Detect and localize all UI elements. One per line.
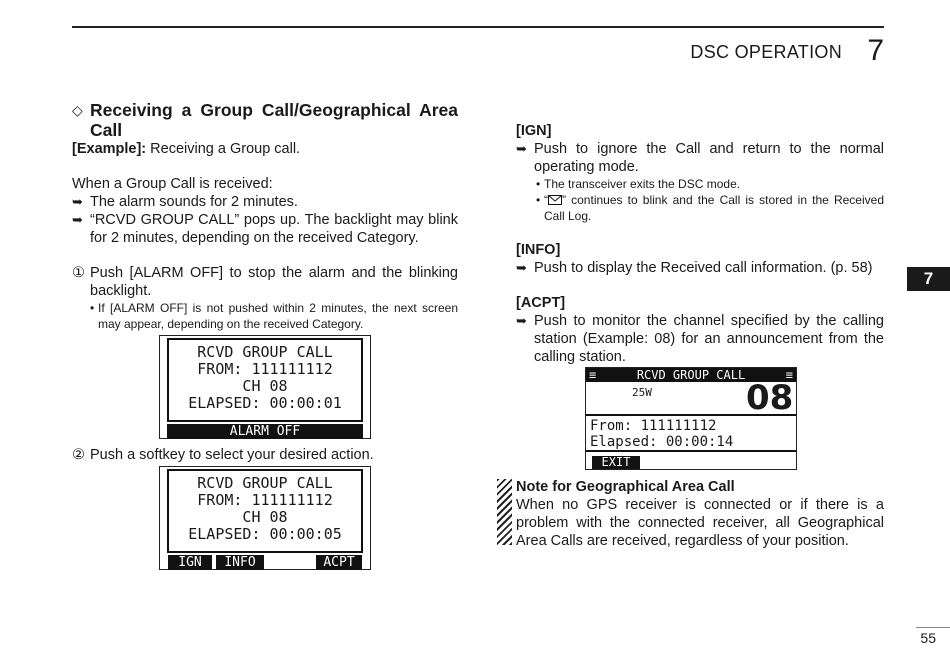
right-column <box>516 122 884 366</box>
left-column <box>72 100 458 332</box>
top-rule <box>72 26 884 28</box>
lcd-screen-alarm <box>159 335 371 439</box>
chapter-number: 7 <box>867 34 884 67</box>
lcd-info-area <box>586 414 796 452</box>
lcd-line: FROM: 111111112 <box>197 360 333 378</box>
bullet-text: The transceiver exits the DSC mode. <box>544 177 741 191</box>
lcd-from: From: 111111112 <box>590 418 717 434</box>
arrow-icon: ➥ <box>72 212 83 227</box>
note-block <box>516 478 884 550</box>
list-item <box>516 312 884 366</box>
bottom-rule <box>916 627 950 628</box>
bullet-item: • The transceiver exits the DSC mode. <box>516 176 884 192</box>
bullet-text: “ ” continues to blink and the Call is stored in the Received Call Log. <box>544 193 884 223</box>
left-column-step2 <box>72 446 458 464</box>
bullet-item: • If [ALARM OFF] is not pushed within 2 minutes, the next screen may appear, depending on the received Category. <box>90 301 458 331</box>
step-2 <box>72 446 458 464</box>
lcd-line: CH 08 <box>242 508 288 526</box>
section-title: DSC OPERATION <box>690 42 842 62</box>
step-text: Push [ALARM OFF] to stop the alarm and the blinking backlight. <box>90 265 458 299</box>
example-line <box>72 140 458 158</box>
lcd-line: RCVD GROUP CALL <box>197 343 333 361</box>
arrow-text: Push to monitor the channel specified by the calling station (Example: 08) for an announcement from the calling station. <box>534 313 884 365</box>
lcd-screen-channel <box>585 367 797 470</box>
note-hatch-mark <box>497 479 512 545</box>
arrow-icon: ➥ <box>516 141 527 156</box>
lcd-line: ELAPSED: 00:00:01 <box>188 394 342 412</box>
info-softkey[interactable]: INFO <box>216 555 264 570</box>
lcd-line: ELAPSED: 00:00:05 <box>188 525 342 543</box>
note-heading: Note for Geographical Area Call <box>516 479 735 495</box>
diamond-icon: ◇ <box>72 102 83 118</box>
arrow-icon: ➥ <box>516 313 527 328</box>
menu-icon: ≡ <box>589 368 597 382</box>
list-item <box>72 211 458 247</box>
list-item <box>516 140 884 176</box>
envelope-icon <box>548 195 562 205</box>
heading-text: Receiving a Group Call/Geographical Area Call <box>90 100 458 140</box>
power-level: 25W <box>632 386 652 399</box>
bullet-item: • “ ” continues to blink and the Call is stored in the Received Call Log. <box>536 193 884 223</box>
arrow-icon: ➥ <box>72 194 83 209</box>
arrow-icon: ➥ <box>516 260 527 275</box>
step-number: ② <box>72 447 85 463</box>
alarm-off-softkey[interactable]: ALARM OFF <box>167 424 363 439</box>
lcd-line: RCVD GROUP CALL <box>197 474 333 492</box>
acpt-softkey[interactable]: ACPT <box>316 555 362 570</box>
lcd-screen-actions <box>159 466 371 570</box>
channel-number: 08 <box>746 378 794 418</box>
exit-softkey[interactable]: EXIT <box>592 456 640 469</box>
list-item <box>72 193 458 211</box>
acpt-heading: [ACPT] <box>516 295 566 311</box>
info-heading: [INFO] <box>516 242 561 258</box>
arrow-text: The alarm sounds for 2 minutes. <box>90 194 298 210</box>
example-text: Receiving a Group call. <box>146 141 301 157</box>
lcd-line: CH 08 <box>242 377 288 395</box>
bullet-text: If [ALARM OFF] is not pushed within 2 minutes, the next screen may appear, depending on the received Category. <box>98 301 458 331</box>
lcd-line: FROM: 111111112 <box>197 491 333 509</box>
step-number: ① <box>72 265 85 281</box>
arrow-text: “RCVD GROUP CALL” pops up. The backlight may blink for 2 minutes, depending on the received Category. <box>90 212 458 246</box>
note-text: When no GPS receiver is connected or if there is a problem with the connected receiver, all Geographical Area Calls are received, regardless of your position. <box>516 497 884 549</box>
example-label: [Example]: <box>72 141 147 157</box>
step-text: Push a softkey to select your desired action. <box>90 447 374 463</box>
menu-icon: ≡ <box>785 368 793 382</box>
page-number: 55 <box>920 630 936 646</box>
list-item <box>516 259 884 277</box>
ign-softkey[interactable]: IGN <box>168 555 212 570</box>
lcd-title: RCVD GROUP CALL <box>636 368 746 382</box>
step-1 <box>72 264 458 300</box>
arrow-text: Push to ignore the Call and return to the normal operating mode. <box>534 141 884 175</box>
chapter-tab: 7 <box>907 267 950 291</box>
section-heading <box>72 100 458 140</box>
intro-text: When a Group Call is received: <box>72 176 273 192</box>
arrow-text: Push to display the Received call information. (p. 58) <box>534 260 873 276</box>
ign-heading: [IGN] <box>516 123 552 139</box>
lcd-elapsed: Elapsed: 00:00:14 <box>590 434 734 450</box>
